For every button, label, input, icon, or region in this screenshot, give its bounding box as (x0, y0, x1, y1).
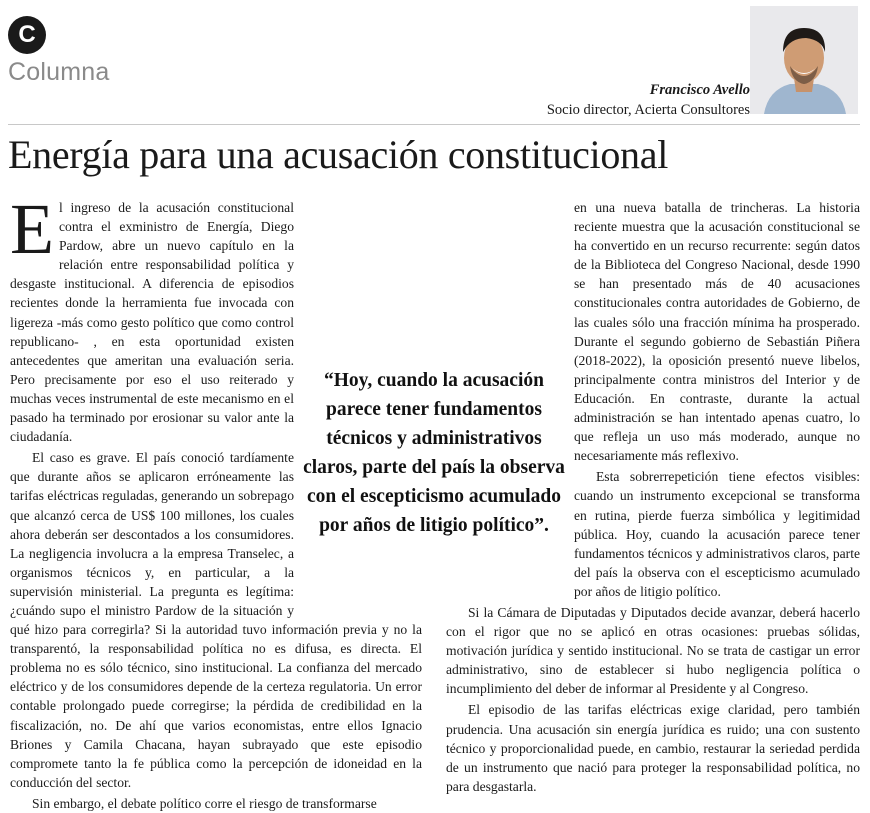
paragraph: Sin embargo, el debate político corre el riesgo de transformarse (32, 795, 377, 811)
author-name: Francisco Avello (649, 82, 750, 98)
pull-quote: “Hoy, cuando la acusación parece tener fundamentos técnicos y administrativos claros, parte del país la observa con el escepticismo acumulado por años de litigio político”. (303, 370, 565, 536)
paragraph: Esta sobrerrepetición tiene efectos visibles: cuando un instrumento excepcional se transforma en rutina, pierde fuerza simbólica y legitimidad pública. Hoy, cuando la acusación parece tener fundamentos técnicos y administrativos claros, parte del país la observa con el escepticismo acumulado por años de litigio político. (574, 469, 860, 599)
paragraph: en una nueva batalla de trincheras. La historia reciente muestra que la acusación constitucional se ha convertido en un recurso recurrente: según datos de la Biblioteca del Congreso Nacional, desde 1990 se han presentado más de 40 acusaciones constitucionales contra autoridades de Gobierno, de las cuales sólo una fracción mínima ha prosperado. Durante el segundo gobierno de Sebastián Piñera (2018-2022), la oposición presentó nueve libelos, principalmente contra ministros del Interior y de Educación. En contraste, durante la actual administración se han intentado apenas cuatro, lo que refleja un uso más moderado, aunque no necesariamente más reflexivo. (574, 200, 860, 464)
paragraph: El caso es grave. El país conoció tardíamente que durante años se aplicaron erróneamente las tarifas eléctricas reguladas, generando un sobrepago que alcanzó cerca de US$ 100 millones, los cuales ahora deberán ser descontados a los consumidores. La negligencia involucra a la empresa Transelec, a organismos técnicos y, en particular, a la supervisión ministerial. La pregunta es legítima: ¿cuándo supo el ministro Pardow de la situación y qué hizo para corregirla? Si la autoridad tuvo información previa y no la transparentó, la responsabilidad política no es difusa, es directa. El problema no es sólo técnico, sino institucional. La confianza del mercado eléctrico y de los consumidores depende de la certeza regulatoria. Un error contable prolongado puede corregirse; la pérdida de credibilidad en la fiscalización, no. De ahí que varios economistas, entre ellos Ignacio Briones y Camila Chacana, hayan subrayado que este episodio compromete tanto la fe pública como la percepción de idoneidad en la conducción del sector. (10, 450, 422, 790)
section-label: Columna (8, 58, 110, 86)
drop-cap: E (10, 189, 54, 269)
header-divider (8, 124, 860, 125)
author-photo (750, 6, 858, 114)
article-headline: Energía para una acusación constitucional (8, 132, 669, 177)
paragraph: Si la Cámara de Diputadas y Diputados decide avanzar, deberá hacerlo con el rigor que no se aplicó en otras ocasiones: pruebas sólidas, motivación jurídica y sentido institucional. No se trata de castigar un error administrativo, sino de establecer si hubo negligencia política o incumplimiento del deber de informar al Presidente y al Congreso. (446, 604, 860, 697)
author-byline (547, 80, 750, 120)
paragraph: El episodio de las tarifas eléctricas exige claridad, pero también prudencia. Una acusación sin energía jurídica es ruido; una con sustento técnico y proporcionalidad puede, en cambio, restaurar la seriedad perdida de un instrumento que nació para proteger la responsabilidad política, no para desgastarla. (446, 702, 860, 794)
author-role: Socio director, Acierta Consultores (546, 102, 750, 118)
paragraph-text: l ingreso de la acusación constitucional contra el exministro de Energía, Diego Pardow, abre un nuevo capítulo en la relación entre responsabilidad política y desgaste institucional. A diferencia de episodios recientes donde la herramienta fue invocada con ligereza -más como gesto político que como control republicano- , en esta oportunidad existen antecedentes que ameritan una evaluación seria. Pero precisamente por eso el uso reiterado y muchas veces instrumental de este mecanismo en el pasado ha terminado por erosionar su valor ante la ciudadanía. (10, 200, 294, 445)
column-badge: C (8, 16, 46, 54)
